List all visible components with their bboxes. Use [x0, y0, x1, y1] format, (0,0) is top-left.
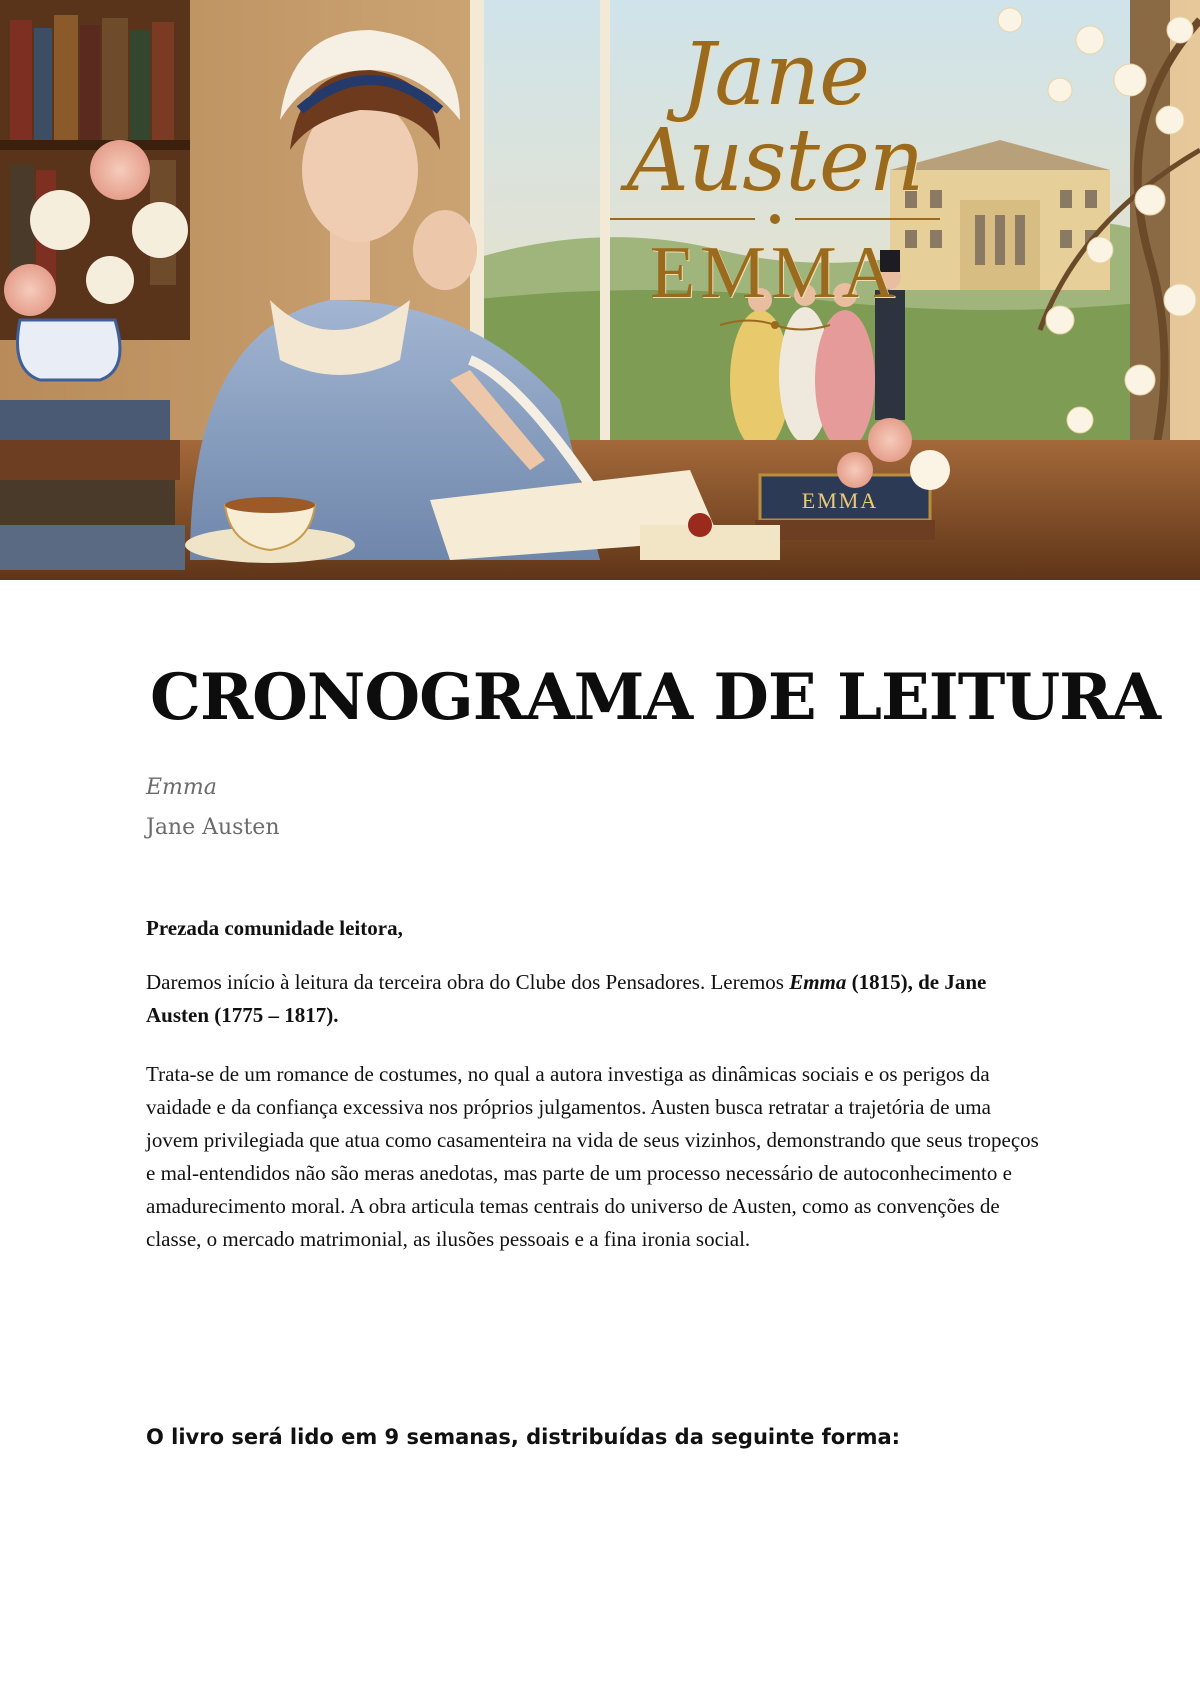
page-title: CRONOGRAMA DE LEITURA: [150, 660, 1160, 735]
ornament-flourish: [610, 318, 940, 332]
banner-author-title: Jane Austen: [626, 25, 924, 211]
banner-book-title: EMMA: [649, 232, 901, 314]
book-spine-label: EMMA: [801, 488, 879, 513]
banner-title-block: [540, 18, 1010, 332]
author-name: Jane Austen: [146, 815, 280, 840]
book-stack: [0, 400, 185, 570]
book-name: Emma: [146, 775, 217, 800]
intro-paragraph: [146, 966, 1046, 1032]
intro-book-title: Emma: [789, 970, 847, 994]
intro-text: Daremos início à leitura da terceira obra do Clube dos Pensadores. Leremos: [146, 970, 790, 994]
schedule-intro: O livro será lido em 9 semanas, distribuídas da seguinte forma:: [146, 1425, 901, 1449]
description-paragraph: Trata-se de um romance de costumes, no qual a autora investiga as dinâmicas sociais e os perigos da vaidade e da confiança excessiva nos próprios julgamentos. Austen busca retratar a trajetória de uma jovem privilegiada que atua como casamenteira na vida de seus vizinhos, demonstrando que seus tropeços e mal-entendidos não são meras anedotas, mas parte de um processo necessário de autoconhecimento e amadurecimento moral. A obra articula temas centrais do universo de Austen, como as convenções de classe, o mercado matrimonial, as ilusões pessoais e a fina ironia social.: [146, 1062, 1039, 1251]
intro-book-details: (1815), de Jane Austen (1775 – 1817).: [146, 970, 987, 1027]
header-banner: [0, 0, 1200, 580]
ornament-divider: [610, 212, 940, 226]
greeting: Prezada comunidade leitora,: [146, 916, 403, 940]
